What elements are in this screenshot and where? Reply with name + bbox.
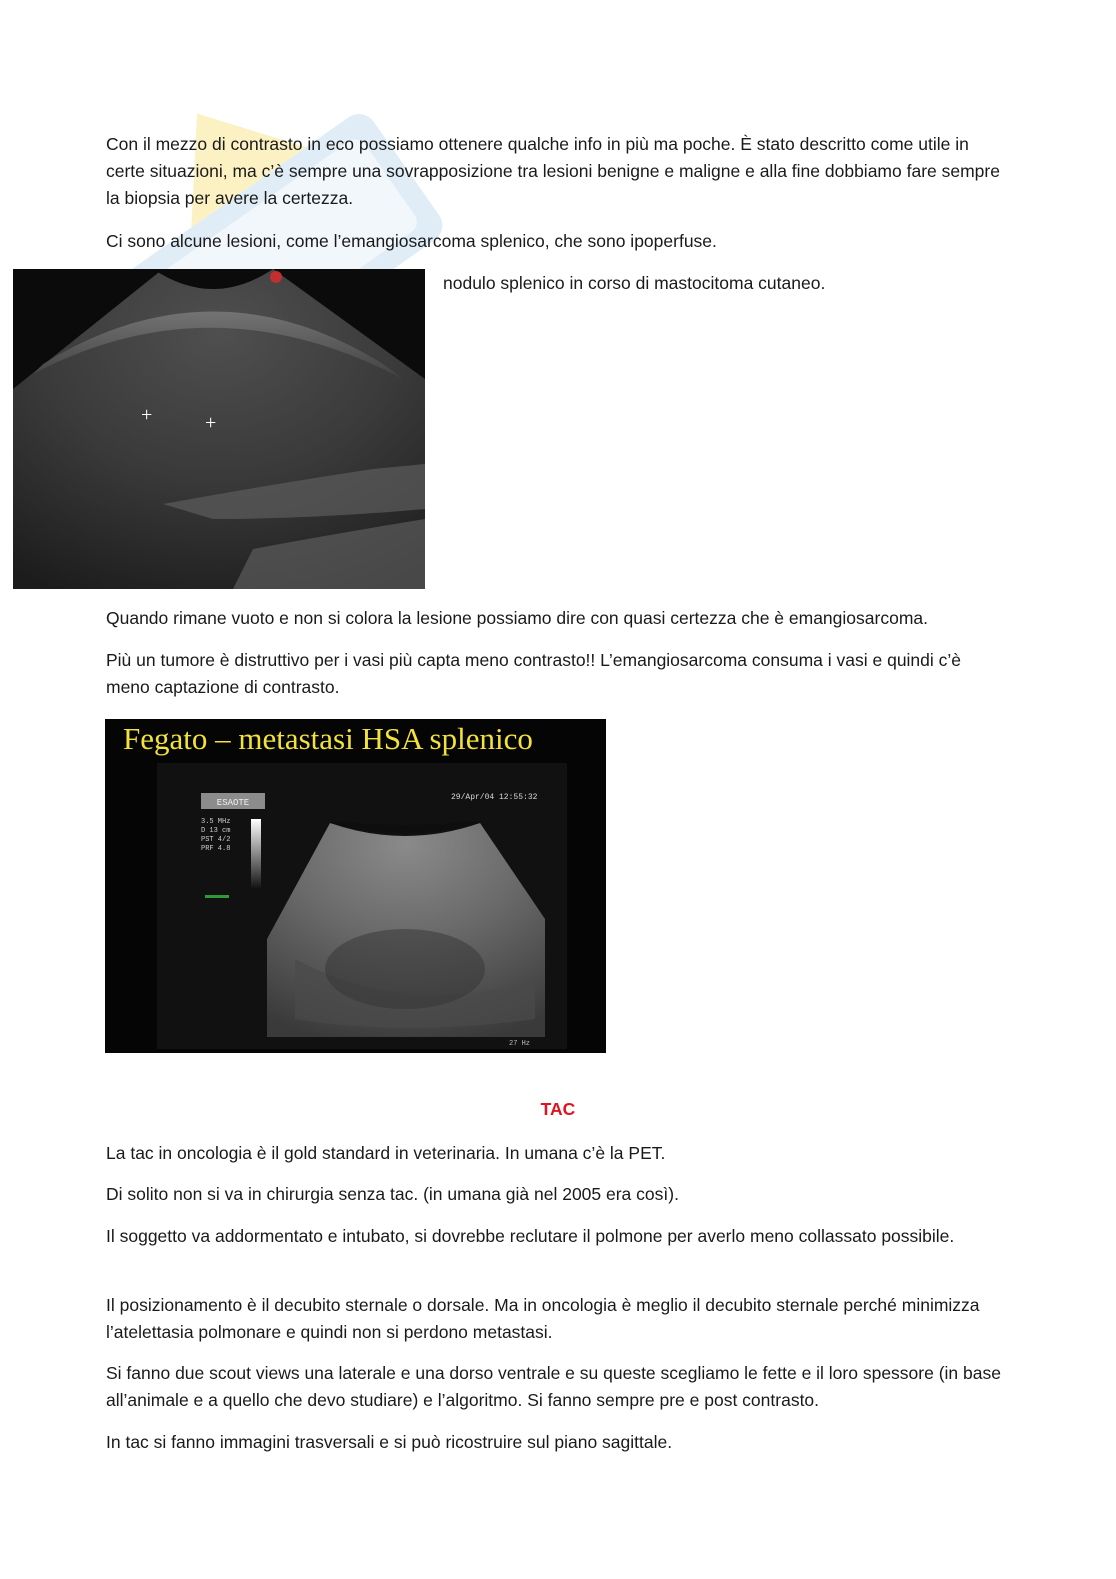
image-caption-spleen: nodulo splenico in corso di mastocitoma cutaneo. — [443, 273, 826, 293]
paragraph-surgery: Di solito non si va in chirurgia senza tac. (in umana già nel 2005 era così). — [106, 1184, 679, 1204]
param-depth: D 13 cm — [201, 827, 231, 835]
ultrasound-datetime: 29/Apr/04 12:55:32 — [451, 793, 538, 802]
paragraph-contrast-echo: Con il mezzo di contrasto in eco possiamo ottenere qualche info in più ma poche. È stato descritto come utile in certe situazioni, ma c’è sempre una sovrapposizione tra lesioni benigne e maligne e alla fine dobbiamo fare sempre la biopsia per avere la certezza. — [106, 134, 1000, 208]
paragraph-vessels: Più un tumore è distruttivo per i vasi più capta meno contrasto!! L’emangiosarcoma consuma i vasi e quindi c’è meno captazione di contrasto. — [106, 650, 962, 697]
paragraph-empty-lesion: Quando rimane vuoto e non si colora la lesione possiamo dire con quasi certezza che è emangiosarcoma. — [106, 608, 928, 628]
svg-text:+: + — [205, 412, 217, 434]
paragraph-scout-views: Si fanno due scout views una laterale e una dorso ventrale e su queste scegliamo le fette e il loro spessore (in base all’animale e a quello che devo studiare) e l’algoritmo. Si fanno sempre pre e post contrasto. — [106, 1363, 1001, 1410]
image-title: Fegato – metastasi HSA splenico — [123, 721, 533, 756]
paragraph-anesthesia: Il soggetto va addormentato e intubato, si dovrebbe reclutare il polmone per averlo meno collassato possibile. — [106, 1226, 955, 1246]
param-freq: 3.5 MHz — [201, 818, 231, 826]
ultrasound-image-spleen — [13, 269, 425, 589]
ultrasound-brand: ESAOTE — [216, 798, 250, 808]
param-prf: PRF 4.8 — [201, 845, 231, 853]
paragraph-gold-standard: La tac in oncologia è il gold standard in veterinaria. In umana c’è la PET. — [106, 1143, 666, 1163]
paragraph-transverse: In tac si fanno immagini trasversali e si può ricostruire sul piano sagittale. — [106, 1432, 673, 1452]
ultrasound-image-liver — [105, 719, 606, 1053]
param-pst: PST 4/2 — [201, 836, 231, 844]
paragraph-hypoperfused: Ci sono alcune lesioni, come l’emangiosarcoma splenico, che sono ipoperfuse. — [106, 231, 717, 251]
paragraph-positioning: Il posizionamento è il decubito sternale o dorsale. Ma in oncologia è meglio il decubito sternale perché minimizza l’atelettasia polmonare e quindi non si perdono metastasi. — [106, 1295, 980, 1342]
section-heading-tac: TAC — [540, 1099, 576, 1119]
ultrasound-fps: 27 Hz — [509, 1040, 531, 1048]
svg-text:+: + — [141, 404, 153, 426]
